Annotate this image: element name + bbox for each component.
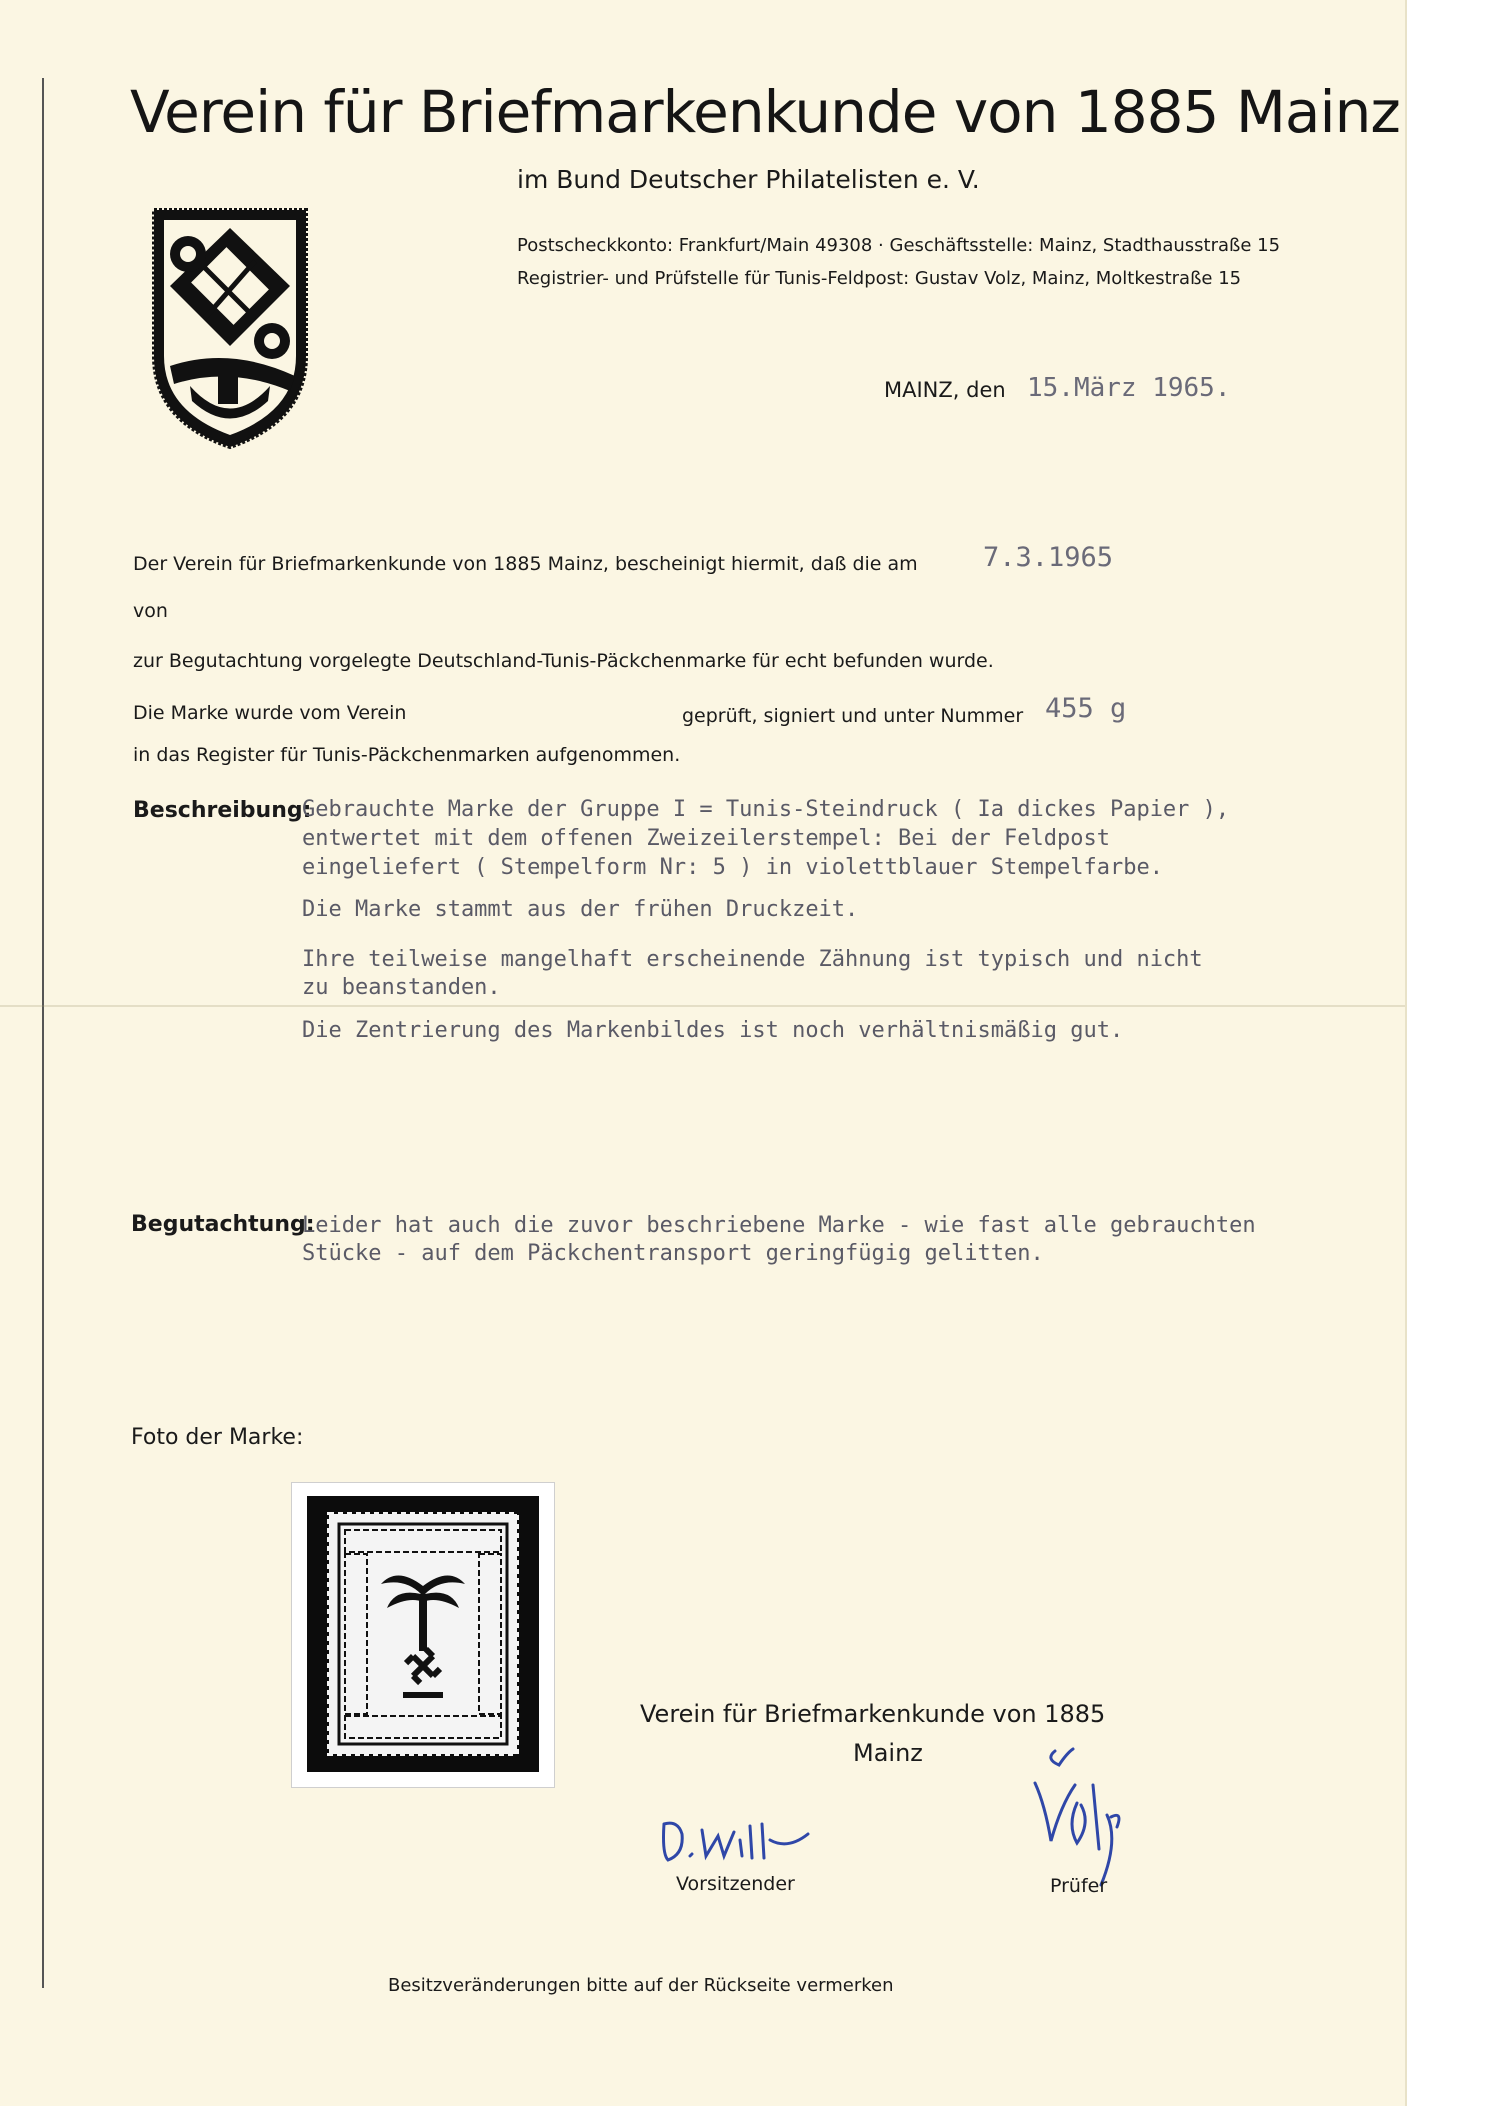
footer-note: Besitzveränderungen bitte auf der Rückseite vermerken <box>388 1975 894 1996</box>
fold-line <box>0 1005 1405 1007</box>
certificate-line-1: Der Verein für Briefmarkenkunde von 1885 Mainz, bescheinigt hiermit, daß die am <box>133 553 918 575</box>
certificate-line-4b: geprüft, signiert und unter Nummer <box>682 705 1024 727</box>
address-line-2: Registrier- und Prüfstelle für Tunis-Feldpost: Gustav Volz, Mainz, Moltkestraße 15 <box>517 268 1242 289</box>
issue-date: 15.März 1965. <box>1027 373 1231 403</box>
examiner-title: Prüfer <box>1050 1875 1108 1897</box>
club-crest-icon <box>150 206 310 451</box>
description-line: zu beanstanden. <box>302 975 501 1000</box>
chair-title: Vorsitzender <box>676 1873 795 1895</box>
stamp-photo <box>292 1483 554 1787</box>
letterhead-title: Verein für Briefmarkenkunde von 1885 Mainz <box>130 78 1400 146</box>
letterhead-subtitle: im Bund Deutscher Philatelisten e. V. <box>517 165 980 194</box>
description-line: Die Zentrierung des Markenbildes ist noch verhältnismäßig gut. <box>302 1018 1124 1043</box>
description-line: eingeliefert ( Stempelform Nr: 5 ) in violettblauer Stempelfarbe. <box>302 855 1163 880</box>
register-number: 455 g <box>1045 693 1127 724</box>
photo-label: Foto der Marke: <box>131 1425 304 1450</box>
certificate-line-4a: Die Marke wurde vom Verein <box>133 702 407 724</box>
description-label: Beschreibung: <box>133 798 312 823</box>
assessment-label: Begutachtung: <box>131 1212 315 1237</box>
org-signature-line-1: Verein für Briefmarkenkunde von 1885 <box>640 1700 1106 1728</box>
assessment-line: Stücke - auf dem Päckchentransport geringfügig gelitten. <box>302 1241 1044 1266</box>
examiner-signature-icon <box>1015 1745 1125 1895</box>
description-line: entwertet mit dem offenen Zweizeilerstempel: Bei der Feldpost <box>302 826 1110 851</box>
chair-signature-icon <box>658 1810 838 1870</box>
left-margin-line <box>42 78 44 1988</box>
certificate-line-2: von <box>133 600 168 622</box>
org-signature-line-2: Mainz <box>853 1739 923 1767</box>
certificate-line-3: zur Begutachtung vorgelegte Deutschland-Tunis-Päckchenmarke für echt befunden wurde. <box>133 650 994 672</box>
address-line-1: Postscheckkonto: Frankfurt/Main 49308 · Geschäftsstelle: Mainz, Stadthausstraße 15 <box>517 235 1281 256</box>
certificate-line-5: in das Register für Tunis-Päckchenmarken aufgenommen. <box>133 744 681 766</box>
assessment-line: Leider hat auch die zuvor beschriebene Marke - wie fast alle gebrauchten <box>302 1213 1256 1238</box>
description-line: Die Marke stammt aus der frühen Druckzeit. <box>302 897 859 922</box>
description-line: Ihre teilweise mangelhaft erscheinende Zähnung ist typisch und nicht <box>302 947 1203 972</box>
place-date-prefix: MAINZ, den <box>884 378 1006 402</box>
submitted-date: 7.3.1965 <box>983 542 1114 573</box>
description-line: Gebrauchte Marke der Gruppe I = Tunis-Steindruck ( Ia dickes Papier ), <box>302 797 1230 822</box>
stamp-image-icon <box>307 1496 539 1772</box>
